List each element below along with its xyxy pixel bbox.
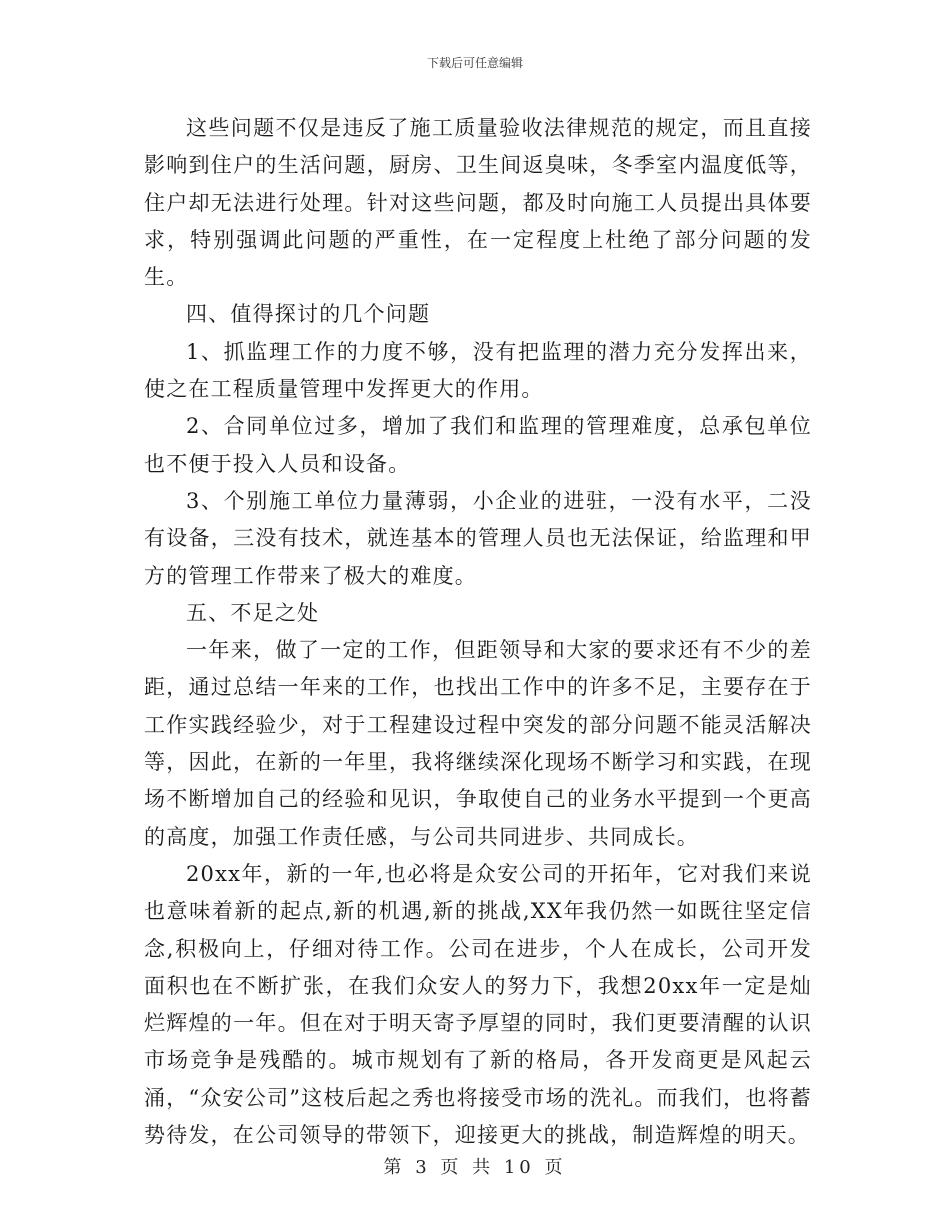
document-body xyxy=(144,110,812,1154)
paragraph-outlook: 20xx年，新的一年,也必将是众安公司的开拓年，它对我们来说也意味着新的起点,新的机遇,新的挑战,XX年我仍然一如既往坚定信念,积极向上，仔细对待工作。公司在进步，个人在成长，公司开发面积也在不断扩张，在我们众安人的努力下，我想20xx年一定是灿烂辉煌的一年。但在对于明天寄予厚望的同时，我们更要清醒的认识市场竞争是残酷的。城市规划有了新的格局，各开发商更是风起云涌，“众安公司”这枝后起之秀也将接受市场的洗礼。而我们，也将蓄势待发，在公司领导的带领下，迎接更大的挑战，制造辉煌的明天。 xyxy=(144,861,812,1148)
page-header-note: 下载后可任意编辑 xyxy=(426,56,523,70)
list-item-issue-2: 2、合同单位过多，增加了我们和监理的管理难度，总承包单位也不便于投入人员和设备。 xyxy=(144,414,812,476)
section-heading-shortcomings: 五、不足之处 xyxy=(186,600,320,625)
list-item-issue-1: 1、抓监理工作的力度不够，没有把监理的潜力充分发挥出来，使之在工程质量管理中发挥更大的作用。 xyxy=(144,339,812,402)
paragraph-problems-impact: 这些问题不仅是违反了施工质量验收法律规范的规定，而且直接影响到住户的生活问题，厨房、卫生间返臭味，冬季室内温度低等，住户却无法进行处理。针对这些问题，都及时向施工人员提出具体要求，特别强调此问题的严重性，在一定程度上杜绝了部分问题的发生。 xyxy=(144,116,812,290)
page-number-footer: 第 3 页 共 10 页 xyxy=(383,1157,567,1178)
section-heading-issues: 四、值得探讨的几个问题 xyxy=(186,302,431,327)
paragraph-shortcomings: 一年来，做了一定的工作，但距领导和大家的要求还有不少的差距，通过总结一年来的工作，也找出工作中的许多不足，主要存在于工作实践经验少，对于工程建设过程中突发的部分问题不能灵活解决等，因此，在新的一年里，我将继续深化现场不断学习和实践，在现场不断增加自己的经验和见识，争取使自己的业务水平提到一个更高的高度，加强工作责任感，与公司共同进步、共同成长。 xyxy=(144,638,812,849)
list-item-issue-3: 3、个别施工单位力量薄弱，小企业的进驻，一没有水平，二没有设备，三没有技术，就连基本的管理人员也无法保证，给监理和甲方的管理工作带来了极大的难度。 xyxy=(144,488,812,588)
